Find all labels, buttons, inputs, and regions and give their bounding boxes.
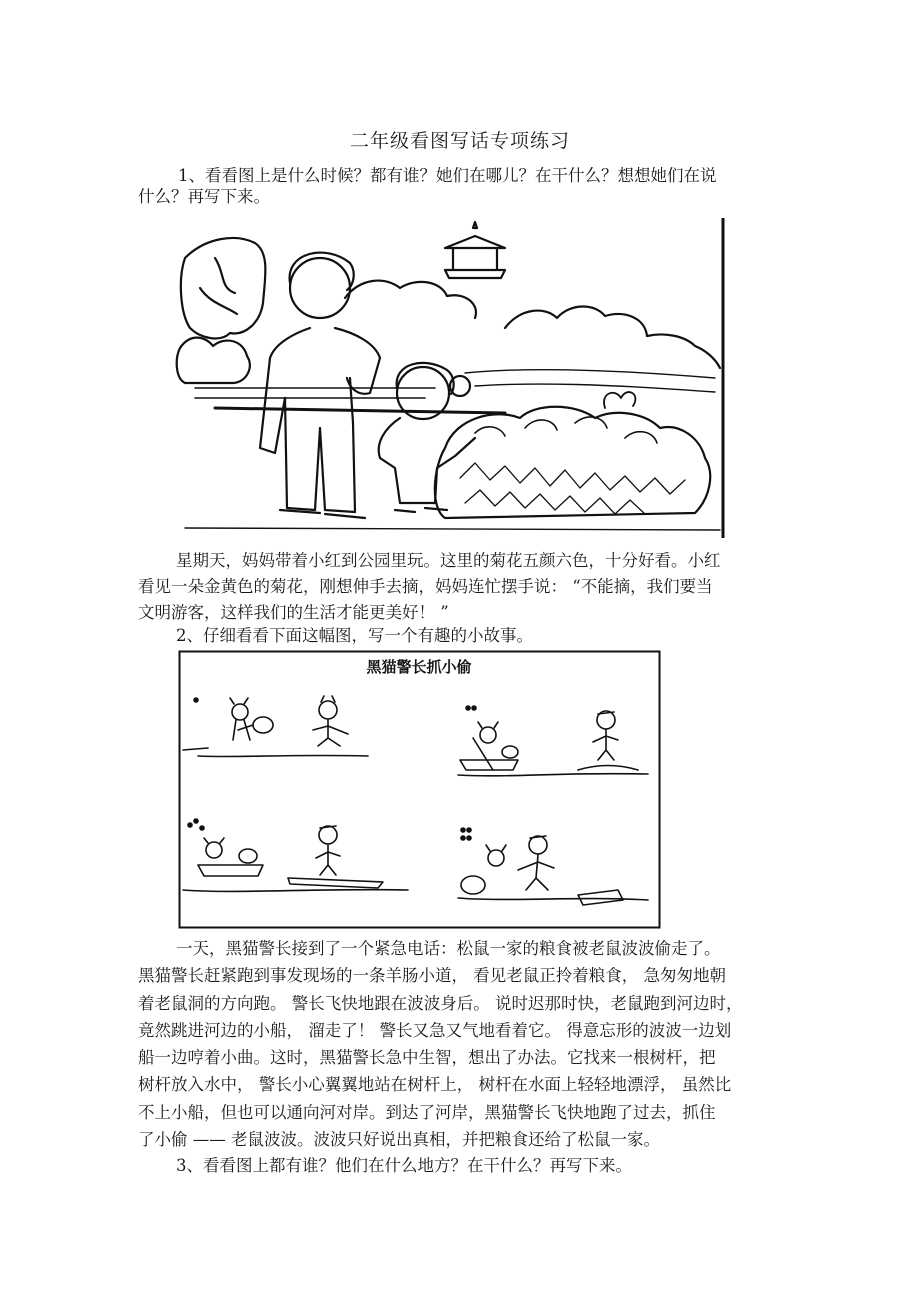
question-1 — [138, 165, 788, 207]
story-2-line: 了小偷 —— 老鼠波波。波波只好说出真相，并把粮食还给了松鼠一家。 — [138, 1130, 660, 1150]
comic-title: 黑猫警长抓小偷 — [366, 658, 472, 676]
page-title: 二年级看图写话专项练习 — [349, 130, 570, 152]
story-2-line: 不上小船，但也可以通向河对岸。到达了河岸，黑猫警长飞快地跑了过去，抓住 — [138, 1102, 716, 1122]
story-2-line: 一天，黑猫警长接到了一个紧急电话：松鼠一家的粮食被老鼠波波偷走了。 — [176, 939, 721, 958]
story-2 — [138, 935, 788, 1153]
black-cat-comic-figure — [178, 650, 661, 929]
story-2-line: 船一边哼着小曲。这时，黑猫警长急中生智，想出了办法。它找来一根树杆，把 — [138, 1048, 716, 1068]
story-2-line: 黑猫警长赶紧跑到事发现场的一条羊肠小道， 看见老鼠正拎着粮食， 急匆匆地朝 — [138, 966, 726, 986]
mother-girl-flowers-illustration — [175, 218, 728, 538]
question-1-line: 1、看看图上是什么时候？都有谁？她们在哪儿？在干什么？想想她们在说 — [178, 166, 717, 185]
story-1-line: 看见一朵金黄色的菊花，刚想伸手去摘，妈妈连忙摆手说： “不能摘，我们要当 — [138, 577, 713, 596]
question-3: 3、看看图上都有谁？他们在什么地方？在干什么？再写下来。 — [176, 1156, 632, 1175]
story-2-line: 竟然跳进河边的小船， 溜走了！ 警长又急又气地看着它。 得意忘形的波波一边划 — [138, 1020, 732, 1040]
question-1-line: 什么？再写下来。 — [138, 187, 270, 206]
story-1-line: 文明游客，这样我们的生活才能更美好！ ” — [138, 603, 449, 622]
story-2-line: 着老鼠洞的方向跑。 警长飞快地跟在波波身后。 说时迟那时快，老鼠跑到河边时， — [138, 993, 743, 1013]
story-1 — [138, 548, 788, 626]
story-2-line: 树杆放入水中， 警长小心翼翼地站在树杆上， 树杆在水面上轻轻地漂浮， 虽然比 — [138, 1075, 732, 1095]
question-2: 2、仔细看看下面这幅图，写一个有趣的小故事。 — [176, 626, 533, 645]
story-1-line: 星期天，妈妈带着小红到公园里玩。这里的菊花五颜六色，十分好看。小红 — [176, 551, 721, 570]
